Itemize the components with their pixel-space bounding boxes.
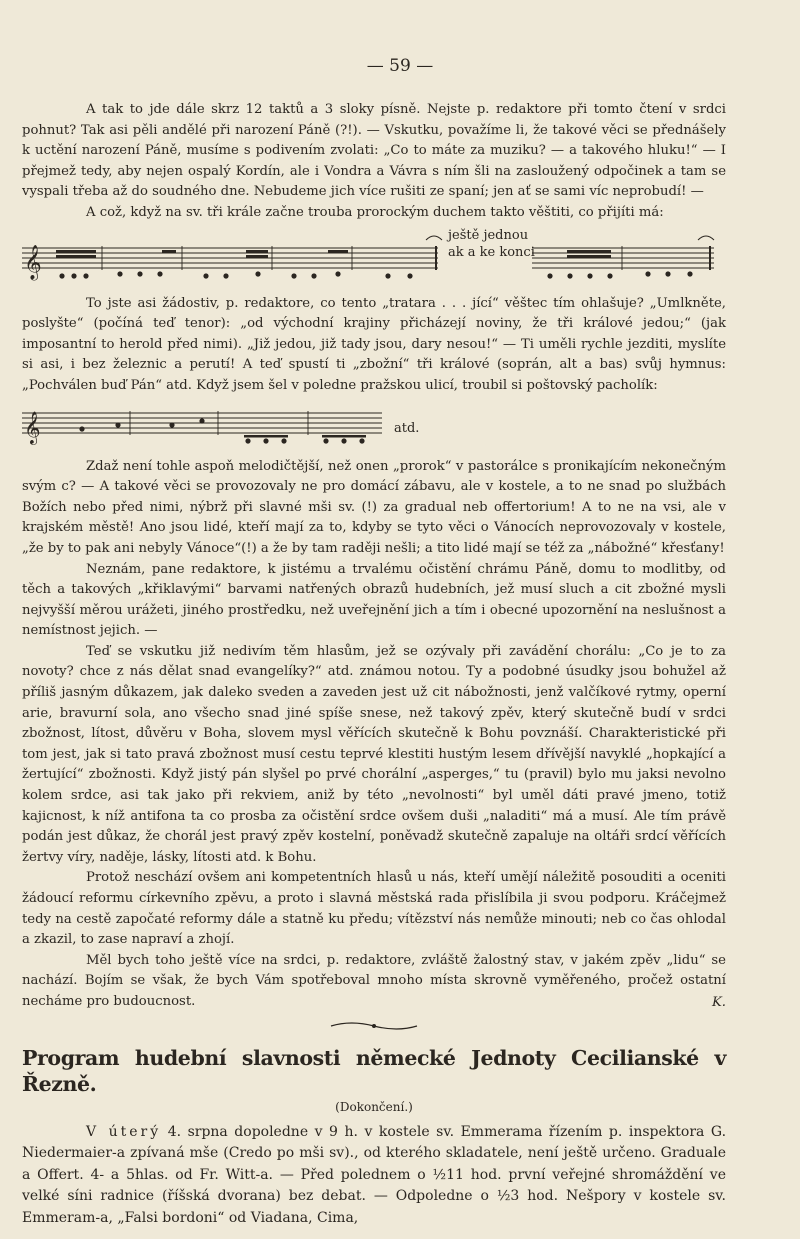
ornament-icon bbox=[329, 1020, 419, 1032]
paragraph: A tak to jde dále skrz 12 taktů a 3 sloky písně. Nejste p. redaktore při tomto čtení v srdci pohnut? Tak asi pěli andělé při narození Páně (?!). — Vskutku, považíme li, že takové věci se přednášely k uctění narození Páně, musíme s podivením zvolati: „Co to máte za muziku? — a takového hluku!“ — I přejmež tedy, aby nejen ospalý Kordín, ale i Vondra a Vávra s ním šli na zasloužený odpočinek a tam se vyspali třeba až do soudného dne. Nebudeme jich více rušiti ze spaní; jen ať se sami víc neprobudí! — bbox=[22, 102, 726, 200]
paragraph: Neznám, pane redaktore, k jistému a trvalému očistění chrámu Páně, domu to modlitby, od těch a takových „křiklavými“ barvami natřených obrazů hudebních, jež musí sluch a cit zbožné mysli nejvyšší měrou urážeti, jiného prostředku, než uveřejnění jich a tím i obecné upozornění na neslušnost a nemístnost jejich. — bbox=[22, 561, 726, 639]
section-subheading: (Dokončení.) bbox=[335, 1100, 413, 1115]
svg-text:𝄞: 𝄞 bbox=[24, 244, 42, 280]
signature: K. bbox=[711, 994, 726, 1010]
music-excerpt-2 bbox=[22, 399, 726, 449]
paragraph: A což, když na sv. tři krále začne trouba prorockým duchem takto věštiti, co přijíti má: bbox=[86, 204, 664, 220]
paragraph: Protož neschází ovšem ani kompetentních hlasů u nás, kteří umějí náležitě posouditi a oceniti žádoucí reformu církevního zpěvu, a proto i slavná městská rada přislíbila ji svou podporu. Kráčejmež tedy na cestě započaté reformy dále a statně ku předu; vítězství nás nemůže minouti; neb co čas ohlodal a zkazil, to zase napraví a zhojí. bbox=[22, 870, 726, 948]
paragraph: To jste asi žádostiv, p. redaktore, co tento „tratara . . . jící“ věštec tím ohlašuje? „Umlkněte, poslyšte“ (počíná teď tenor): „od východní krajiny přicházejí noviny, že tři králové jedou;“ (jak imposantní to herold před nimi). „Již jedou, již tady jsou, dary nesou!“ — Ti uměli rychle jezditi, myslíte si asi, i bez železnic a perutí! A teď spustí ti „zbožní“ tři králové (soprán, alt a bas) svůj hymnus: „Pochválen buď Pán“ atd. Když jsem šel v poledne pražskou ulicí, troubil si poštovský pacholík: bbox=[22, 295, 726, 393]
section-heading: Program hudební slavnosti německé Jednoty Cecilianské v Řezně. bbox=[22, 1046, 726, 1097]
music-lyric: ještě jednou bbox=[448, 227, 529, 243]
page-number: — 59 — bbox=[366, 56, 434, 76]
music-staff-icon bbox=[22, 399, 402, 449]
music-staff-icon bbox=[22, 228, 726, 286]
music-lyric: ak a ke konci bbox=[448, 244, 535, 260]
paragraph: Teď se vskutku již nedivím těm hlasům, jež se ozývaly při zavádění chorálu: „Co je to za novoty? chce z nás dělat snad evangelíky?“ atd. známou notou. Ty a podobné úsudky jsou bohužel až příliš jasným důkazem, jak daleko sveden a zaveden jest už cit nábožnosti, jenž valčíkové rytmy, operní arie, bravurní sola, ano všecho snad jiné spíše snese, než takový zpěv, který skutečně budí v srdci zbožnost, lítost, důvěru v Boha, slovem mysl věřících skutečně k Bohu povznáší. Charakteristické při tom jest, jak si tato pravá zbožnost musí cestu teprvé klestiti hustým lesem dřívější navyklé „hopkající a žertující“ zbožnosti. Když jistý pán slyšel po prvé chorální „asperges,“ tu (pravil) bylo mu jaksi nevolno kolem srdce, asi tak jako při rekviem, aniž by této „nevolnosti“ byl uměl dáti pravé jmeno, totiž kajicnost, k níž antifona ta co prosba za očistění srdce ovšem duši „naladiti“ má a musí. Ale tím právě podán jest důkaz, že chorál jest pravý zpěv kostelní, poněvadž skutečně zapaluje na oltáři srdcí věřících žertvy víry, naděje, lásky, lítosti atd. k Bohu. bbox=[22, 643, 726, 865]
paragraph: Zdaž není tohle aspoň melodičtější, než onen „prorok“ v pastorálce s pronikajícím nekonečným svým c? — A takové věci se provozovaly ne pro domácí zábavu, ale v kostele, a to ne snad po službách Božích nebo před nimi, nýbrž při slavné mši sv. (!) za gradual neb offertorium! A to ne na vsi, ale v krajském městě! Ano jsou lidé, kteří mají za to, kdyby se tyto věci o Vánocích neprovozovaly v kostele, „že by to pak ani nebyly Vánoce“(!) a že by tam raději nešli; a tito lidé mají se též za „nábožné“ křesťany! bbox=[22, 458, 726, 556]
paragraph bbox=[22, 1122, 726, 1230]
paragraph: Měl bych toho ještě více na srdci, p. redaktore, zvláště žalostný stav, v jakém zpěv „lidu“ se nachází. Bojím se však, že bych Vám spotřeboval mnoho místa skrovně vyměřeného, pročež ostatní necháme pro budoucnost. bbox=[22, 952, 726, 1009]
emphasis: V úterý bbox=[86, 1123, 162, 1140]
paragraph-text: 4. srpna dopoledne v 9 h. v kostele sv. Emmerama řízením p. inspektora G. Niedermaier-a zpívaná mše (Credo po mši sv)., od kterého skladatele, není ještě určeno. Graduale a Offert. 4- a 5hlas. od Fr. Witt-a. — Před polednem o ½11 hod. první veřejné shromáždění ve velké síni radnice (říšská dvorana) bez debat. — Odpoledne o ½3 hod. Nešpory v kostele sv. Emmeram-a, „Falsi bordoni“ od Viadana, Cima, bbox=[22, 1123, 727, 1226]
svg-text:𝄞: 𝄞 bbox=[24, 410, 41, 444]
ornament-divider bbox=[22, 1019, 726, 1031]
text-column bbox=[22, 100, 726, 1229]
music-excerpt-1 bbox=[22, 228, 726, 286]
music-text: atd. bbox=[394, 420, 420, 436]
